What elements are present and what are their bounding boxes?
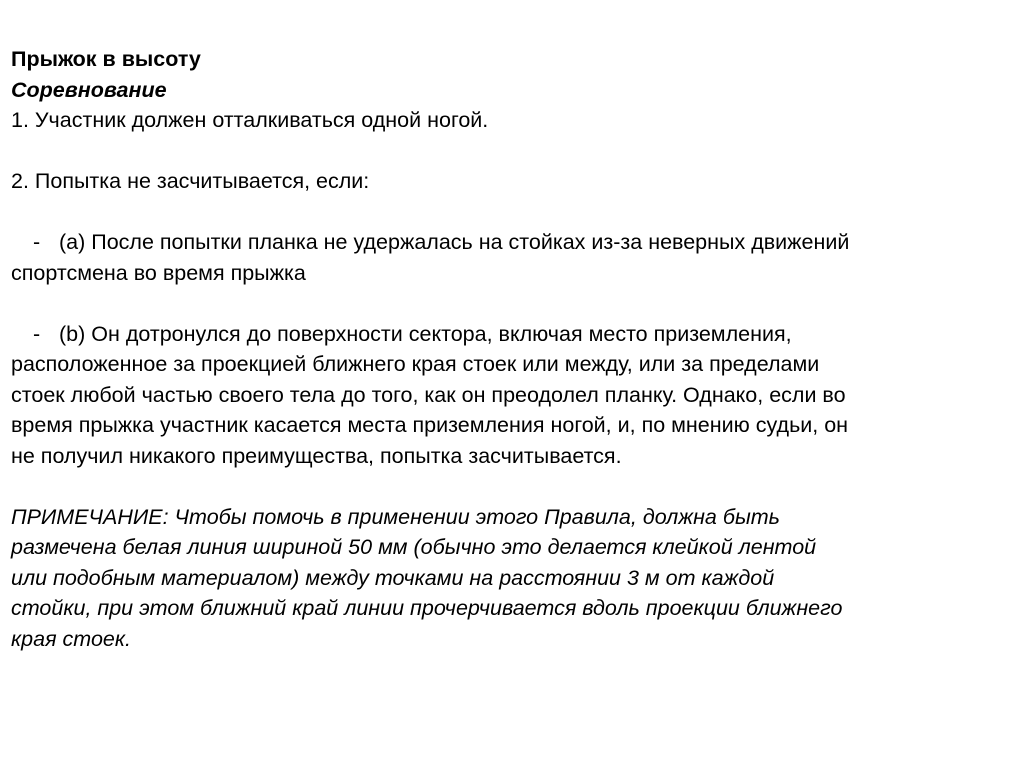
note-line-5: края стоек. (11, 626, 131, 651)
list-item-a (11, 227, 1016, 288)
note-line-1: ПРИМЕЧАНИЕ: Чтобы помочь в применении этого Правила, должна быть (11, 504, 780, 529)
page-title: Прыжок в высоту (11, 47, 201, 71)
note-line-3: или подобным материалом) между точками на расстоянии 3 м от каждой (11, 565, 775, 590)
bullet-dash: - (33, 321, 41, 346)
spacer (11, 136, 1016, 167)
item-b-line-2: расположенное за проекцией ближнего края стоек или между, или за пределами (11, 352, 820, 376)
spacer (11, 471, 1016, 502)
rule-1: 1. Участник должен отталкиваться одной ногой. (11, 108, 489, 132)
note-line-2: размечена белая линия шириной 50 мм (обычно это делается клейкой лентой (11, 535, 817, 559)
bullet-dash: - (33, 230, 41, 254)
item-a-line-2: спортсмена во время прыжка (11, 260, 306, 285)
section-subtitle: Соревнование (11, 77, 167, 102)
item-b-line-3: стоек любой частью своего тела до того, как он преодолел планку. Однако, если во (11, 382, 846, 407)
item-a-line-1: (a) После попытки планка не удержалась на стойках из-за неверных движений (59, 230, 850, 254)
document-body (11, 44, 1016, 654)
item-b-line-1: (b) Он дотронулся до поверхности сектора, включая место приземления, (59, 321, 792, 346)
item-b-line-5: не получил никакого преимущества, попытка засчитывается. (11, 443, 622, 468)
list-item-b (11, 319, 1016, 472)
item-b-line-4: время прыжка участник касается места приземления ногой, и, по мнению судьи, он (11, 413, 849, 437)
note-block (11, 502, 1016, 655)
spacer (11, 197, 1016, 228)
note-line-4: стойки, при этом ближний край линии прочерчивается вдоль проекции ближнего (11, 596, 843, 620)
spacer (11, 288, 1016, 319)
rule-2: 2. Попытка не засчитывается, если: (11, 169, 370, 193)
